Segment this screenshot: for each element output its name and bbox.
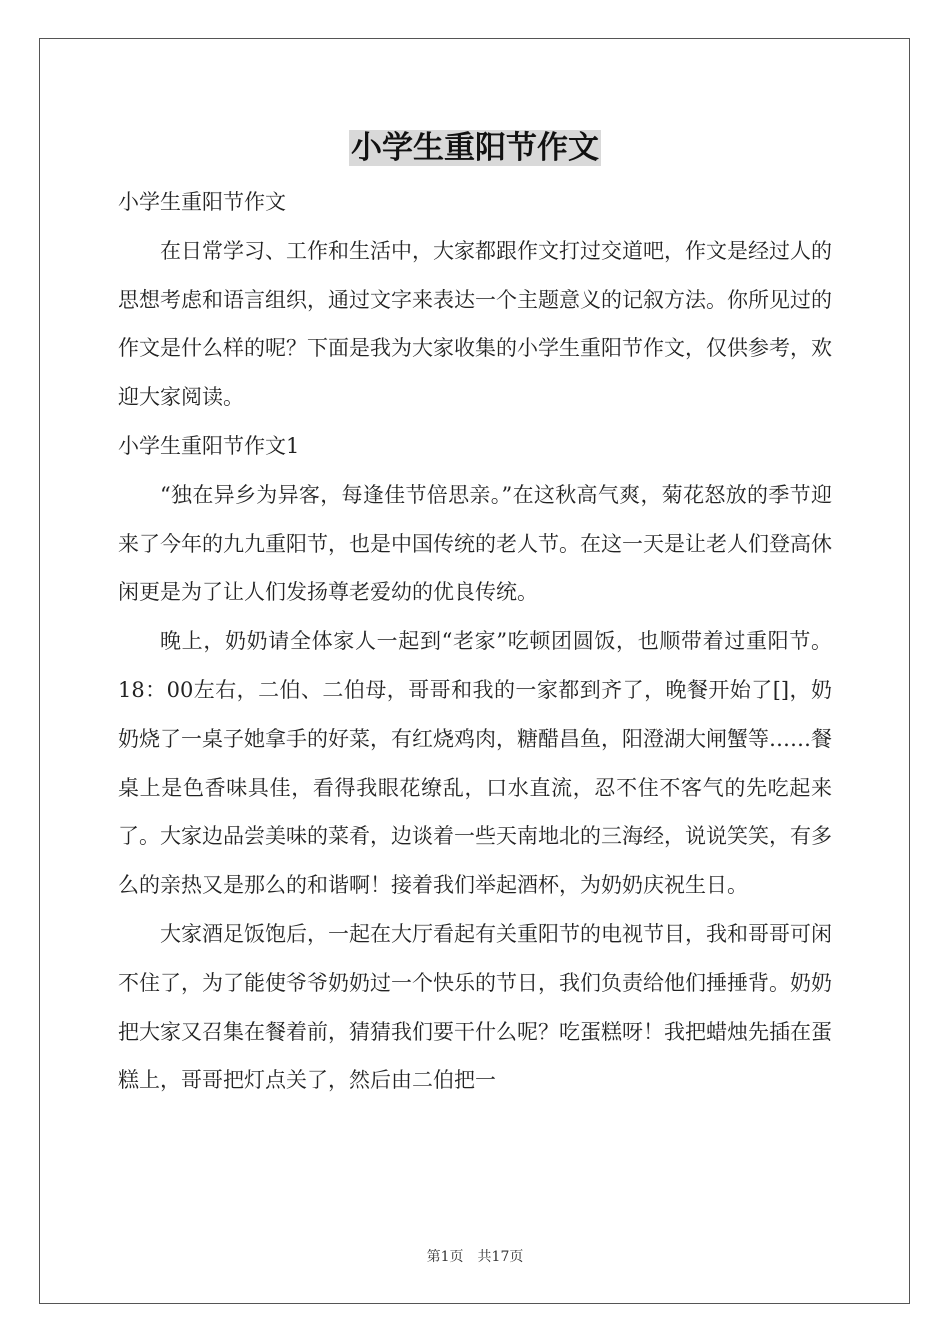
- body-paragraph: “独在异乡为异客，每逢佳节倍思亲。”在这秋高气爽，菊花怒放的季节迎来了今年的九九重阳节，也是中国传统的老人节。在这一天是让老人们登高休闲更是为了让人们发扬尊老爱幼的优良传统。: [118, 482, 832, 605]
- page-number: 第1页: [426, 1249, 464, 1265]
- section-heading: 小学生重阳节作文1: [118, 433, 300, 458]
- document-title: [0, 127, 950, 169]
- document-body: [118, 178, 832, 1105]
- page-total: 共17页: [477, 1249, 524, 1265]
- body-paragraph: 大家酒足饭饱后，一起在大厅看起有关重阳节的电视节目，我和哥哥可闲不住了，为了能使爷爷奶奶过一个快乐的节日，我们负责给他们捶捶背。奶奶把大家又召集在餐着前，猜猜我们要干什么呢？吃蛋糕呀！我把蜡烛先插在蛋糕上，哥哥把灯点关了，然后由二伯把一: [118, 921, 832, 1093]
- body-paragraph: 晚上，奶奶请全体家人一起到“老家”吃顿团圆饭，也顺带着过重阳节。18：00左右，二伯、二伯母，哥哥和我的一家都到齐了，晚餐开始了[]，奶奶烧了一桌子她拿手的好菜，有红烧鸡肉，糖醋昌鱼，阳澄湖大闸蟹等……餐桌上是色香味具佳，看得我眼花缭乱，口水直流，忍不住不客气的先吃起来了。大家边品尝美味的菜肴，边谈着一些天南地北的三海经，说说笑笑，有多么的亲热又是那么的和谐啊！接着我们举起酒杯，为奶奶庆祝生日。: [118, 629, 832, 898]
- intro-paragraph: 在日常学习、工作和生活中，大家都跟作文打过交道吧，作文是经过人的思想考虑和语言组织，通过文字来表达一个主题意义的记叙方法。你所见过的作文是什么样的呢？下面是我为大家收集的小学生重阳节作文，仅供参考，欢迎大家阅读。: [118, 238, 832, 410]
- document-title-text: 小学生重阳节作文: [351, 130, 599, 166]
- section-heading: 小学生重阳节作文: [118, 190, 286, 214]
- page-footer: [0, 1248, 950, 1266]
